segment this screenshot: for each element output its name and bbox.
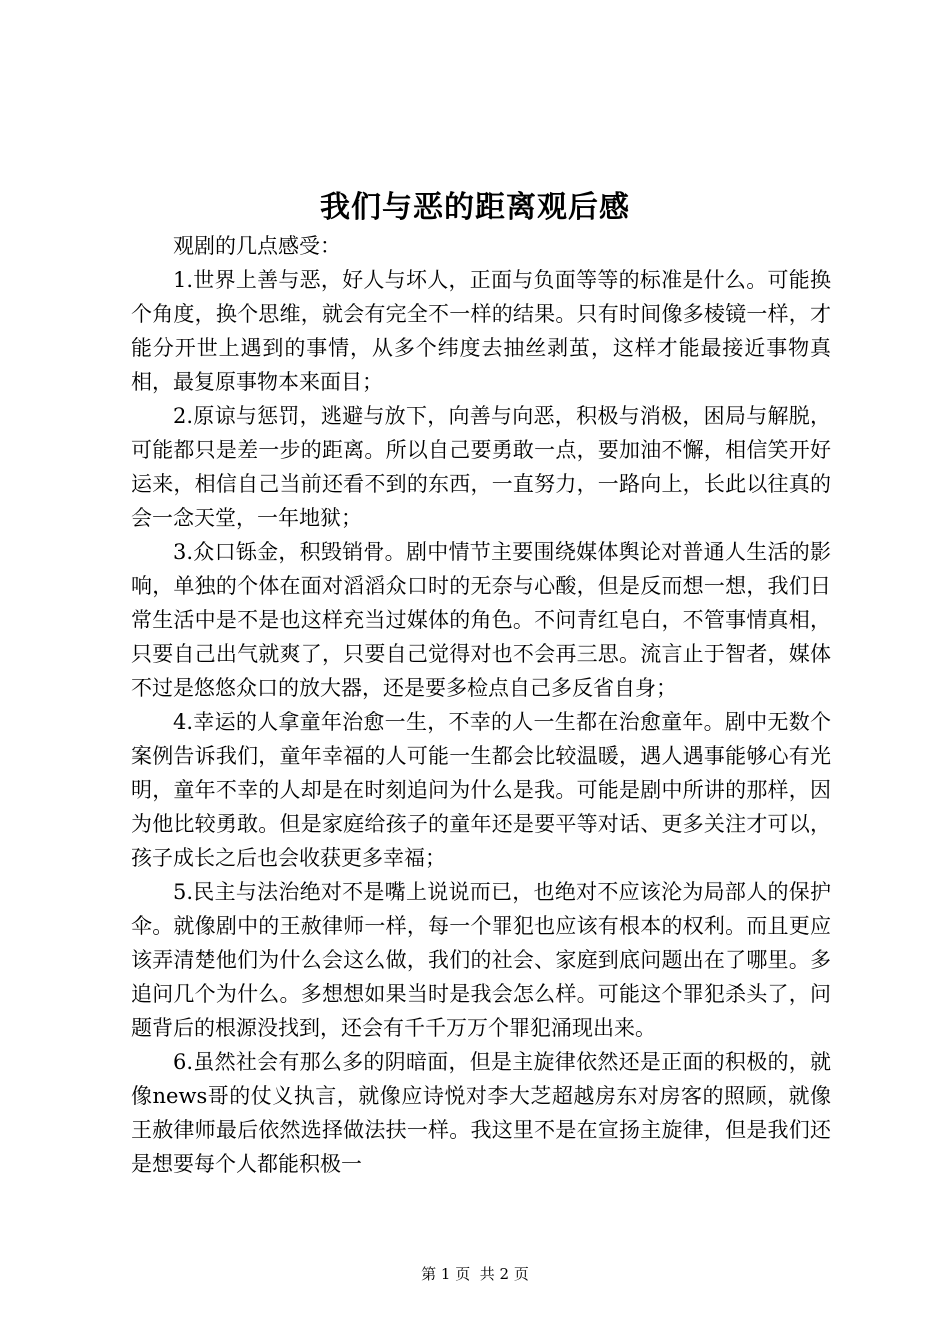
page-number: 第 1 页 — [421, 1265, 471, 1283]
paragraph-intro: 观剧的几点感受： — [173, 234, 341, 258]
paragraph-point-2: 2.原谅与惩罚，逃避与放下，向善与向恶，积极与消极，困局与解脱，可能都只是差一步的距离。所以自己要勇敢一点，要加油不懈，相信笑开好运来，相信自己当前还看不到的东西，一直努力，一路向上，长此以往真的会一念天堂，一年地狱； — [131, 404, 831, 530]
paragraph-point-1: 1.世界上善与恶，好人与坏人，正面与负面等等的标准是什么。可能换个角度，换个思维，就会有完全不一样的结果。只有时间像多棱镜一样，才能分开世上遇到的事情，从多个纬度去抽丝剥茧，这样才能最接近事物真相，最复原事物本来面目； — [131, 268, 831, 394]
paragraph-point-6: 6.虽然社会有那么多的阴暗面，但是主旋律依然还是正面的积极的，就像news哥的仗义执言，就像应诗悦对李大芝超越房东对房客的照顾，就像王赦律师最后依然选择做法扶一样。我这里不是在宣扬主旋律，但是我们还是想要每个人都能积极一 — [131, 1050, 831, 1176]
page-footer — [0, 1264, 950, 1284]
document-title: 我们与恶的距离观后感 — [320, 190, 630, 225]
paragraph-point-3: 3.众口铄金，积毁销骨。剧中情节主要围绕媒体舆论对普通人生活的影响，单独的个体在面对滔滔众口时的无奈与心酸，但是反而想一想，我们日常生活中是不是也这样充当过媒体的角色。不问青红皂白，不管事情真相，只要自己出气就爽了，只要自己觉得对也不会再三思。流言止于智者，媒体不过是悠悠众口的放大器，还是要多检点自己多反省自身； — [131, 540, 831, 700]
paragraph-point-5: 5.民主与法治绝对不是嘴上说说而已，也绝对不应该沦为局部人的保护伞。就像剧中的王赦律师一样，每一个罪犯也应该有根本的权利。而且更应该弄清楚他们为什么会这么做，我们的社会、家庭到底问题出在了哪里。多追问几个为什么。多想想如果当时是我会怎么样。可能这个罪犯杀头了，问题背后的根源没找到，还会有千千万万个罪犯涌现出来。 — [131, 880, 831, 1040]
document-body — [131, 229, 831, 1181]
page-total: 共 2 页 — [479, 1265, 529, 1283]
paragraph-point-4: 4.幸运的人拿童年治愈一生，不幸的人一生都在治愈童年。剧中无数个案例告诉我们，童年幸福的人可能一生都会比较温暖，遇人遇事能够心有光明，童年不幸的人却是在时刻追问为什么是我。可能是剧中所讲的那样，因为他比较勇敢。但是家庭给孩子的童年还是要平等对话、更多关注才可以，孩子成长之后也会收获更多幸福； — [131, 710, 831, 870]
